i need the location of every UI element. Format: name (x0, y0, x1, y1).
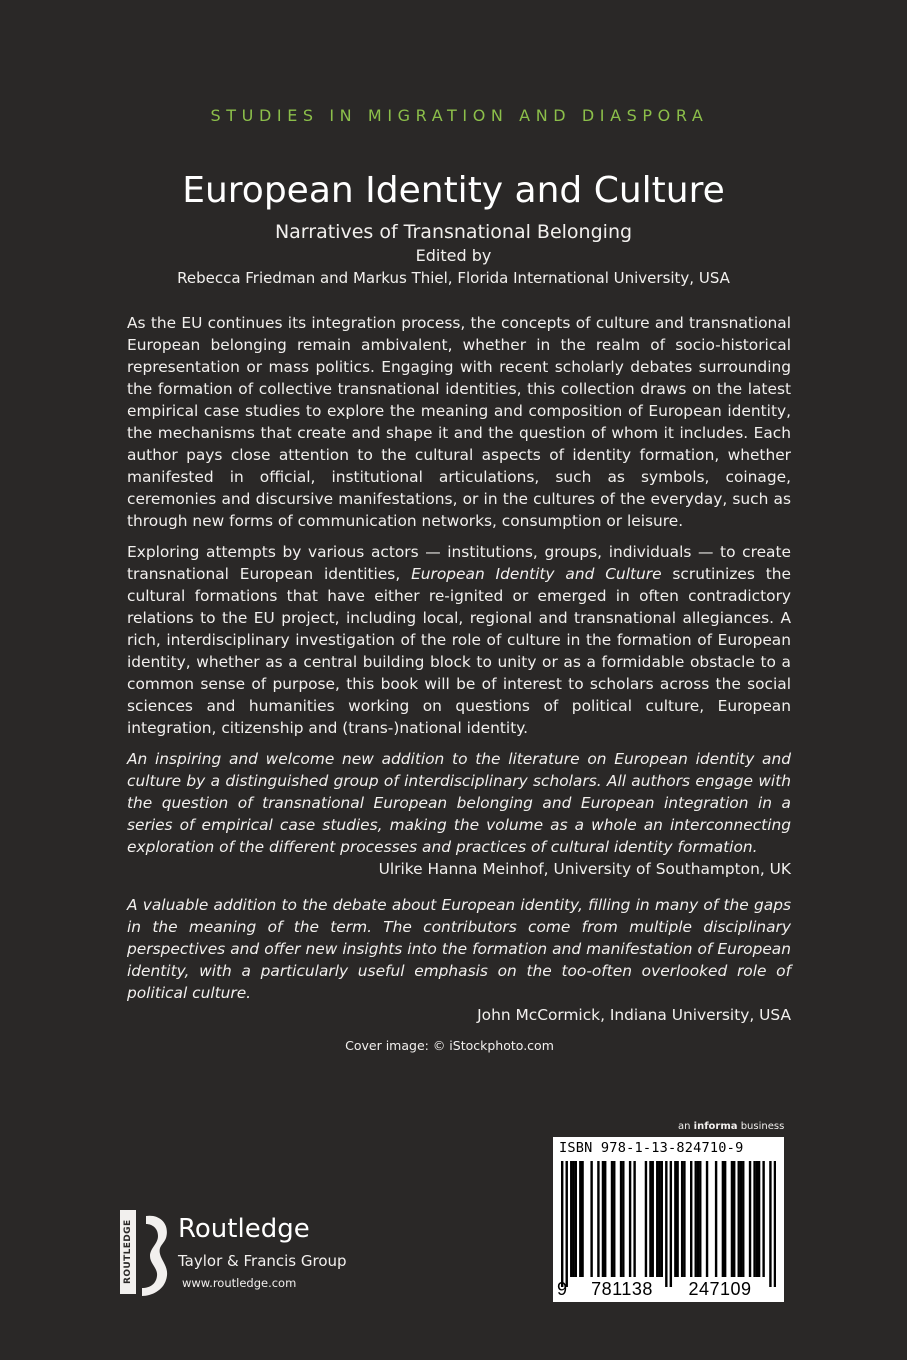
publisher-name: Routledge (178, 1214, 310, 1244)
endorsement-attribution-2: John McCormick, Indiana University, USA (477, 1006, 791, 1024)
barcode-bar (715, 1161, 717, 1277)
isbn-left-digits: 781138 (591, 1279, 653, 1299)
informa-brand: informa (693, 1121, 738, 1132)
isbn-barcode-box (553, 1137, 784, 1302)
barcode-bar (613, 1161, 615, 1277)
isbn-right-digits: 247109 (688, 1279, 752, 1299)
barcode-bar (683, 1161, 685, 1277)
description-paragraph-1: As the EU continues its integration process, the concepts of culture and transnational European belonging remain ambivalent, whether in the realm of socio-historical representation or mass politics. Engaging with recent scholarly debates surrounding the formation of collective transnational identities, this collection draws on the latest empirical case studies to explore the meaning and composition of European identity, the mechanisms that create and shape it and the question of whom it includes. Each author pays close attention to the cultural aspects of identity formation, whether manifested in official, institutional articulations, such as symbols, coinage, ceremonies and discursive manifestations, or in the cultures of the everyday, such as through new forms of communication networks, consumption or leisure. (127, 314, 791, 530)
informa-line (678, 1121, 784, 1132)
cover-credit: Cover image: © iStockphoto.com (345, 1038, 554, 1053)
book-subtitle: Narratives of Transnational Belonging (274, 221, 633, 243)
editors-line: Rebecca Friedman and Markus Thiel, Florida International University, USA (177, 269, 730, 287)
barcode-bar (665, 1161, 667, 1287)
barcode-bar (658, 1161, 660, 1277)
barcode-bar (656, 1161, 658, 1277)
barcode-bar (738, 1161, 740, 1277)
publisher-url: www.routledge.com (182, 1276, 297, 1290)
paragraph-2-end: scrutinizes the cultural formations that have either re-ignited or emerged in often contradictory relations to the EU project, including local, regional and transnational allegiances. A rich, interdisciplinary investigation of the role of culture in the formation of European identity, whether as a central building block to unity or as a formidable obstacle to a common sense of purpose, this book will be of interest to scholars across the social sciences and humanities working on questions of political culture, European integration, citizenship and (trans-)national identity. (127, 565, 791, 737)
barcode-bar (622, 1161, 624, 1277)
barcode-bar (572, 1161, 574, 1277)
barcode-bar (749, 1161, 751, 1277)
barcode-bar (566, 1161, 568, 1287)
barcode-bar (629, 1161, 631, 1277)
barcode-bar (722, 1161, 724, 1277)
edited-by-label: Edited by (415, 246, 492, 265)
barcode-bar (620, 1161, 622, 1277)
barcode-bar (674, 1161, 676, 1277)
publisher-group: Taylor & Francis Group (178, 1252, 347, 1270)
barcode-bar (769, 1161, 771, 1287)
barcode-bar (733, 1161, 735, 1277)
endorsement-quote-1: An inspiring and welcome new addition to the literature on European identity and culture by a distinguished group of interdisciplinary scholars. All authors engage with the question of transnational European belonging and European integration in a series of empirical case studies, making the volume as a whole an interconnecting exploration of the different processes and practices of cultural identity formation. (127, 750, 791, 856)
blurb-body (127, 312, 791, 1040)
barcode-bar (581, 1161, 583, 1277)
barcode-bar (611, 1161, 613, 1277)
barcode-bar (597, 1161, 599, 1277)
informa-suffix: business (737, 1121, 785, 1132)
barcode-bar (774, 1161, 776, 1287)
barcode-bar (604, 1161, 606, 1277)
barcode-bar (652, 1161, 654, 1277)
routledge-horse-head-icon (138, 1214, 172, 1298)
barcode-bar (724, 1161, 726, 1277)
barcode-bar (762, 1161, 764, 1277)
isbn-first-digit: 9 (557, 1279, 568, 1299)
barcode-bar (742, 1161, 744, 1277)
barcode-bar (570, 1161, 572, 1277)
barcode-icon (561, 1161, 776, 1287)
barcode-bar (661, 1161, 663, 1277)
paragraph-2-start: Exploring attempts by various actors — institutions, groups, individuals — to create transnational European identities, (127, 543, 791, 583)
paragraph-2-title: European Identity and Culture (411, 565, 662, 583)
barcode-bar (690, 1161, 692, 1277)
barcode-bar (579, 1161, 581, 1277)
informa-prefix: an (678, 1121, 694, 1132)
barcode-bar (706, 1161, 708, 1277)
barcode-bar (590, 1161, 592, 1277)
barcode-bar (731, 1161, 733, 1277)
barcode-bar (681, 1161, 683, 1277)
barcode-bar (602, 1161, 604, 1277)
barcode-bar (758, 1161, 760, 1277)
barcode-bar (561, 1161, 563, 1287)
barcode-bar (670, 1161, 672, 1287)
description-paragraph-2 (127, 541, 791, 739)
isbn-text: ISBN 978-1-13-824710-9 (559, 1140, 744, 1156)
endorsement-quote-2: A valuable addition to the debate about European identity, filling in many of the gaps in the meaning of the term. The contributors come from multiple disciplinary perspectives and offer new insights into the formation and manifestation of European identity, with a particularly useful emphasis on the too-often overlooked role of political culture. (127, 896, 791, 1002)
barcode-bar (633, 1161, 635, 1277)
publisher-vertical-mark: ROUTLEDGE (120, 1210, 136, 1294)
barcode-bar (695, 1161, 697, 1277)
barcode-bar (753, 1161, 755, 1277)
barcode-bar (649, 1161, 651, 1277)
barcode-bar (575, 1161, 577, 1277)
endorsement-attribution-1: Ulrike Hanna Meinhof, University of Southampton, UK (378, 860, 791, 878)
barcode-bar (699, 1161, 701, 1277)
barcode-bar (756, 1161, 758, 1277)
barcode-bar (740, 1161, 742, 1277)
book-title: European Identity and Culture (182, 170, 725, 211)
barcode-bar (676, 1161, 678, 1277)
barcode-bar (645, 1161, 647, 1277)
barcode-bar (697, 1161, 699, 1277)
series-title: STUDIES IN MIGRATION AND DIASPORA (210, 106, 709, 125)
